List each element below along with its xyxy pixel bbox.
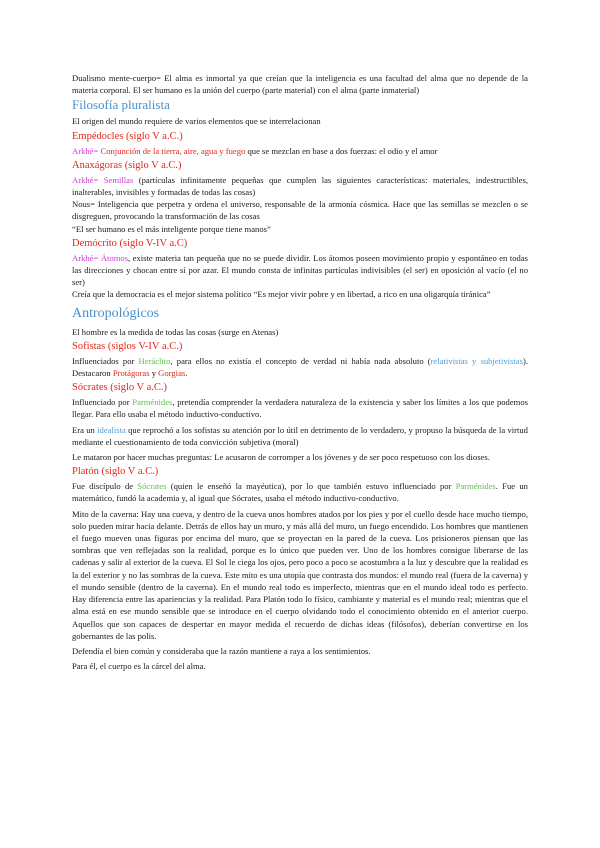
text-run: que reprochó a los sofistas su atención por lo útil en detrimento de lo verdadero, y propuso la búsqueda de la virtud mediante el cuestionamiento de toda convicción subjetiva (moral) — [72, 424, 528, 447]
arkhe-label: Arkhé= — [72, 174, 99, 185]
term-parmenides: Parménides — [132, 397, 173, 408]
sofistas-paragraph — [72, 355, 528, 379]
term-protagoras: Protágoras — [112, 368, 150, 379]
text-run: (quien le enseñó la mayéutica), por lo que también estuvo influenciado por — [166, 481, 456, 492]
term-idealista: idealista — [97, 424, 126, 435]
arkhe-rest: (partículas infinitamente pequeñas que cumplen las siguientes características: materiales, indestructibles, inalterables, invisibles y formadas de todas las cosas) — [72, 174, 528, 198]
text-run: ). Destacaron — [72, 355, 528, 379]
platon-bien-comun: Defendía el bien común y consideraba que la razón mantiene a raya a los sentimientos. — [72, 645, 371, 656]
text-run: , pretendía comprender la verdadera naturaleza de la existencia y saber los límites a los que podemos llegar. Para ello usaba el método inductivo-conductivo. — [72, 397, 528, 420]
text-run: Era un — [72, 424, 98, 435]
heading-socrates: Sócrates (siglo V a.C.) — [72, 382, 167, 394]
heading-antropologicos: Antropológicos — [72, 305, 160, 321]
term-heraclito: Heráclito — [138, 355, 171, 366]
arkhe-value: Semillas — [103, 174, 134, 185]
heading-democrito: Demócrito (siglo V-IV a.C) — [72, 237, 188, 249]
text-run: . Fue un matemático, fundó la academia y, al igual que Sócrates, usaba el método inductivo-conductivo. — [72, 481, 528, 504]
term-socrates: Sócrates — [137, 481, 167, 492]
democrito-arkhe — [72, 252, 528, 289]
document-page — [72, 72, 528, 672]
text-run: Influenciados por — [72, 355, 139, 366]
dualismo-paragraph: Dualismo mente-cuerpo= El alma es inmortal ya que creían que la inteligencia es una facultad del alma que no depende de la materia corporal. El ser humano es la unión del cuerpo (parte material) con el alma (parte inmaterial) — [72, 73, 528, 96]
arkhe-rest: que se mezclan en base a dos fuerzas: el odio y el amor — [245, 145, 438, 156]
term-parmenides: Parménides — [455, 481, 496, 492]
empedocles-arkhe — [72, 145, 528, 157]
democrito-democracia: Creía que la democracia es el mejor sistema político “Es mejor vivir pobre y en libertad, a rico en una oligarquía tiránica” — [72, 289, 491, 300]
anaxagoras-arkhe — [72, 174, 528, 198]
term-gorgias: Gorgias — [158, 368, 186, 379]
arkhe-label: Arkhé= — [72, 252, 99, 263]
anaxagoras-nous: Nous= Inteligencia que perpetra y ordena el universo, responsable de la armonía cósmica. Hace que las semillas se mezclen o se disgreguen, provocando la transformación de las cosas — [72, 199, 528, 222]
platon-carcel: Para él, el cuerpo es la cárcel del alma. — [72, 661, 206, 672]
platon-p1 — [72, 480, 528, 504]
platon-mito-caverna: Mito de la caverna: Hay una cueva, y dentro de la cueva unos hombres atados por los pies y por el cuello desde hace mucho tiempo, solo pueden mirar hacia delante. Detrás de ellos hay un muro, y más allá del muro, un fuego encendido. Los hombres que mantienen el fuego mueven unas figuras por encima del muro, que se proyectan en la pared de la cueva. Los prisioneros piensan que las sombras que ven reflejadas son la realidad, porque es lo único que pueden ver. Uno de los hombres consigue liberarse de las cadenas y salir al exterior de la cueva. El Sol le ciega los ojos, pero poco a poco se acostumbra a la luz y descubre que la realidad es la del exterior y no las sombras de la cueva. Este mito es una utopía que contrasta dos mundos: el mundo real (fuera de la caverna) y el mundo sensible (dentro de la caverna). En el mundo real todo es imperfecto, mientras que en el mundo ideal todo es perfecto. Hay diferencia entre las apariencias y la realidad. Para Platón todo lo físico, cambiante y material es el mundo real; mientras que el alma está en ese mundo sensible que se introduce en el cuerpo olvidando todo el conocimiento obtenido en el anterior cuerpo. Aquellos que son capaces de despertar en mayor medida el recuerdo de dichas ideas (filósofos), deberían convertirse en los gobernantes de las polis. — [72, 508, 528, 641]
arkhe-label: Arkhé= — [72, 145, 99, 156]
arkhe-rest: , existe materia tan pequeña que no se puede dividir. Los átomos poseen movimiento propio y espontáneo en todas las direcciones y chocan entre sí por azar. El mundo consta de infinitas partículas indivisibles (el ser) en oposición al vacío (el no ser) — [72, 252, 528, 288]
text-run: Influenciado por — [72, 397, 133, 408]
heading-empedocles: Empédocles (siglo V a.C.) — [72, 130, 183, 142]
pluralista-intro: El origen del mundo requiere de varios elementos que se interrelacionan — [72, 116, 321, 127]
term-relativistas: relativistas y subjetivistas — [430, 355, 523, 366]
socrates-p1 — [72, 396, 528, 420]
anaxagoras-quote: “El ser humano es el más inteligente porque tiene manos” — [72, 223, 271, 234]
arkhe-value: Átomos — [100, 252, 129, 263]
arkhe-value: Conjunción de la tierra, aire, agua y fuego — [100, 145, 246, 156]
heading-anaxagoras: Anaxágoras (siglo V a.C.) — [72, 159, 182, 171]
heading-filosofia-pluralista: Filosofía pluralista — [72, 97, 170, 113]
heading-platon: Platón (siglo V a.C.) — [72, 466, 159, 478]
text-run: y — [149, 368, 159, 379]
socrates-p2 — [72, 424, 528, 448]
socrates-p3: Le mataron por hacer muchas preguntas: Le acusaron de corromper a los jóvenes y de ser poco respetuoso con los dioses. — [72, 452, 490, 463]
text-run: . — [185, 368, 188, 379]
antropologicos-intro: El hombre es la medida de todas las cosas (surge en Atenas) — [72, 326, 279, 337]
text-run: , para ellos no existía el concepto de verdad ni había nada absoluto ( — [170, 355, 431, 366]
text-run: Fue discípulo de — [72, 481, 138, 492]
heading-sofistas: Sofistas (siglos V-IV a.C.) — [72, 340, 183, 352]
